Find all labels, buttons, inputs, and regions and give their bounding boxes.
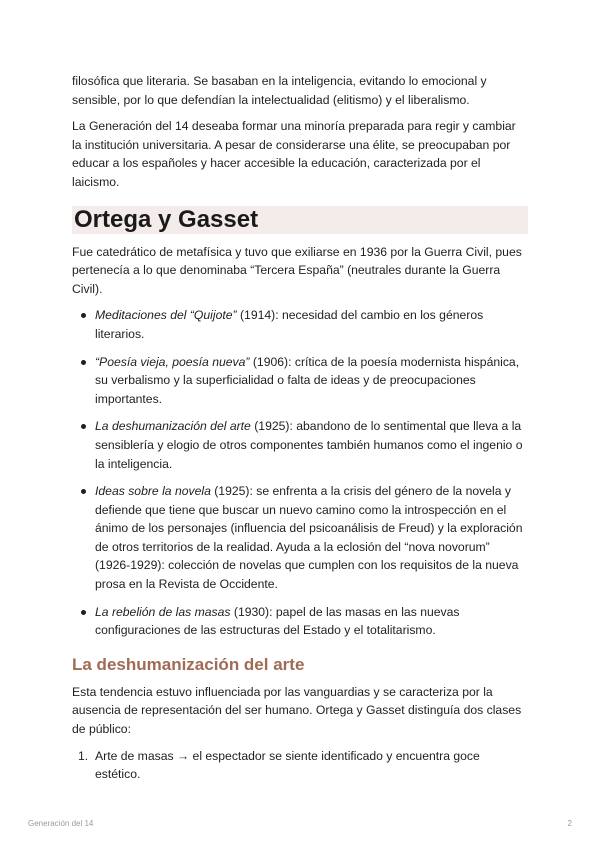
work-title: Ideas sobre la novela (95, 484, 211, 499)
works-list (72, 306, 528, 640)
section-heading: Ortega y Gasset (72, 206, 528, 234)
intro-paragraph-2: La Generación del 14 deseaba formar una minoría preparada para regir y cambiar la institución universitaria. A pesar de considerarse una élite, se preocupaban por educar a los españoles y hacer accesible la educación, caracterizada por el laicismo. (72, 119, 516, 189)
work-title: La deshumanización del arte (95, 419, 251, 434)
list-item (72, 482, 528, 594)
bullet-icon (81, 610, 86, 615)
list-item (72, 747, 528, 784)
work-description: (1906): crítica de la poesía modernista hispánica, su verbalismo y la superficialidad o falta de ideas y de preocupaciones importantes. (95, 354, 520, 406)
work-description: (1914): necesidad del cambio en los géneros literarios. (95, 308, 484, 341)
subsection-heading: La deshumanización del arte (72, 654, 305, 674)
list-number: 1. (78, 748, 89, 763)
page-number: 2 (567, 819, 572, 828)
subsection-paragraph: Esta tendencia estuvo influenciada por las vanguardias y se caracteriza por la ausencia de representación del ser humano. Ortega y Gasset distinguía dos clases de público: (72, 684, 522, 737)
work-description: (1930): papel de las masas en las nuevas configuraciones de las estructuras del Estado y el totalitarismo. (95, 604, 460, 638)
bullet-icon (81, 424, 86, 429)
bullet-icon (81, 489, 86, 494)
work-title: “Poesía vieja, poesía nueva” (95, 354, 250, 369)
section-intro: Fue catedrático de metafísica y tuvo que exiliarse en 1936 por la Guerra Civil, pues pertenecía a lo que denominaba “Tercera España” (neutrales durante la Guerra Civil). (72, 244, 522, 296)
work-title: La rebelión de las masas (95, 604, 231, 619)
list-item (72, 353, 528, 409)
bullet-icon (81, 313, 86, 318)
work-description: (1925): abandono de lo sentimental que lleva a la sensiblería y elogio de otros componentes también humanos como el ingenio o la inteligencia. (95, 419, 523, 471)
footer-title: Generación del 14 (28, 819, 94, 828)
page-footer (28, 819, 572, 828)
page-body (72, 72, 528, 793)
public-types-list (72, 747, 528, 784)
intro-paragraph-1: filosófica que literaria. Se basaban en la inteligencia, evitando lo emocional y sensible, por lo que defendían la intelectualidad (elitismo) y el liberalismo. (72, 74, 487, 107)
work-title: Meditaciones del “Quijote” (95, 308, 237, 323)
list-item (72, 603, 528, 640)
list-item (72, 417, 528, 473)
list-item-text: Arte de masas → el espectador se siente identificado y encuentra goce estético. (95, 748, 480, 782)
work-description: (1925): se enfrenta a la crisis del género de la novela y defiende que tiene que buscar un nuevo camino como la introspección en el ánimo de los personajes (influencia del psicoanálisis de Freud) y la exploración de otros territorios de la realidad. Ayuda a la eclosión del “nova novorum” (1926-1929): colección de novelas que cumplen con los requisitos de la nueva prosa en la Revista de Occidente. (95, 484, 523, 592)
bullet-icon (81, 360, 86, 365)
list-item (72, 306, 528, 343)
